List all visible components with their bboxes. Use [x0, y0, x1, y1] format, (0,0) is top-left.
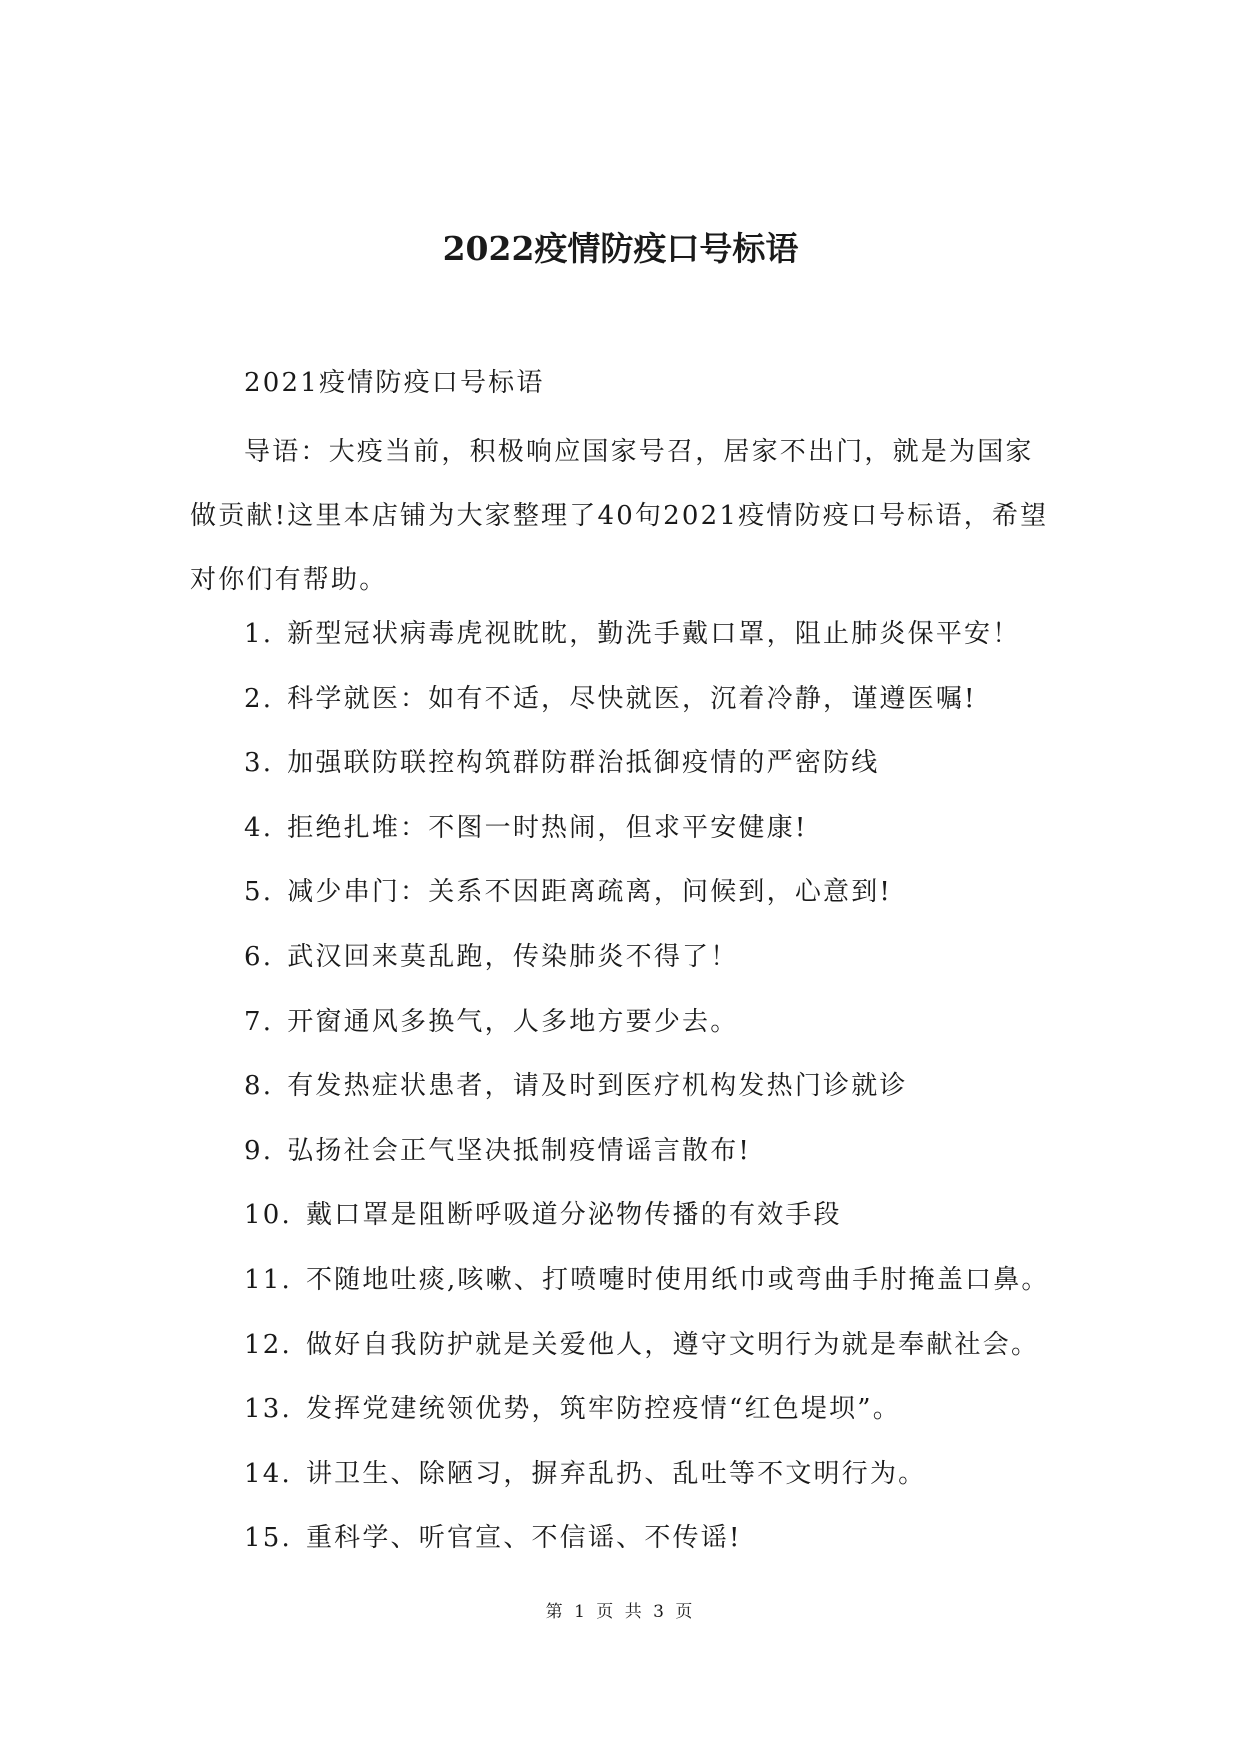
slogan-number: 3.: [244, 748, 274, 779]
slogan-number: 8.: [244, 1071, 274, 1102]
slogan-number: 13.: [244, 1394, 292, 1425]
intro-paragraph: 导语：大疫当前，积极响应国家号召，居家不出门，就是为国家做贡献!这里本店铺为大家整理了40句2021疫情防疫口号标语，希望对你们有帮助。: [190, 437, 1049, 595]
slogan-number: 7.: [244, 1006, 274, 1037]
slogan-number: 14.: [244, 1458, 292, 1489]
slogan-text: 拒绝扎堆：不图一时热闹，但求平安健康!: [287, 812, 808, 843]
slogan-number: 2.: [244, 683, 274, 714]
slogan-text: 讲卫生、除陋习，摒弃乱扔、乱吐等不文明行为。: [305, 1458, 927, 1489]
slogan-text: 戴口罩是阻断呼吸道分泌物传播的有效手段: [305, 1200, 842, 1231]
slogan-item: [244, 1133, 1050, 1198]
document-subtitle: 2021疫情防疫口号标语: [244, 368, 545, 398]
slogan-item: [244, 1391, 1050, 1456]
slogan-text: 有发热症状患者，请及时到医疗机构发热门诊就诊: [287, 1071, 908, 1102]
document-title: 2022疫情防疫口号标语: [442, 229, 799, 268]
slogan-item: [244, 939, 1050, 1004]
slogan-text: 不随地吐痰,咳嗽、打喷嚏时使用纸巾或弯曲手肘掩盖口鼻。: [305, 1264, 1050, 1295]
slogan-text: 重科学、听官宣、不信谣、不传谣!: [305, 1523, 742, 1554]
slogan-item: [244, 616, 1050, 681]
slogan-text: 武汉回来莫乱跑，传染肺炎不得了！: [287, 941, 739, 972]
slogan-item: [244, 1520, 1050, 1585]
slogan-number: 12.: [244, 1329, 292, 1360]
slogan-text: 加强联防联控构筑群防群治抵御疫情的严密防线: [287, 748, 880, 779]
slogan-number: 10.: [244, 1200, 292, 1231]
slogan-text: 做好自我防护就是关爱他人，遵守文明行为就是奉献社会。: [305, 1329, 1040, 1360]
slogan-text: 发挥党建统领优势，筑牢防控疫情“红色堤坝”。: [305, 1394, 901, 1425]
slogan-number: 4.: [244, 812, 274, 843]
slogan-item: [244, 1068, 1050, 1133]
slogan-list: [244, 616, 1050, 1585]
slogan-number: 5.: [244, 877, 274, 908]
slogan-item: [244, 745, 1050, 810]
slogan-number: 11.: [244, 1264, 292, 1295]
slogan-number: 9.: [244, 1135, 274, 1166]
slogan-item: [244, 681, 1050, 746]
slogan-text: 弘扬社会正气坚决抵制疫情谣言散布!: [287, 1135, 752, 1166]
slogan-item: [244, 810, 1050, 875]
slogan-item: [244, 1197, 1050, 1262]
slogan-item: [244, 1327, 1050, 1392]
slogan-item: [244, 1456, 1050, 1521]
slogan-number: 15.: [244, 1523, 292, 1554]
slogan-item: [244, 1262, 1050, 1327]
page-footer: 第 1 页 共 3 页: [545, 1602, 696, 1622]
slogan-number: 1.: [244, 619, 274, 649]
slogan-text: 新型冠状病毒虎视眈眈，勤洗手戴口罩，阻止肺炎保平安！: [287, 619, 1021, 649]
slogan-item: [244, 1004, 1050, 1069]
slogan-text: 科学就医：如有不适，尽快就医，沉着冷静，谨遵医嘱!: [287, 683, 977, 714]
slogan-item: [244, 874, 1050, 939]
slogan-number: 6.: [244, 941, 274, 972]
slogan-text: 减少串门：关系不因距离疏离，问候到，心意到!: [287, 877, 893, 908]
slogan-text: 开窗通风多换气，人多地方要少去。: [287, 1006, 739, 1037]
